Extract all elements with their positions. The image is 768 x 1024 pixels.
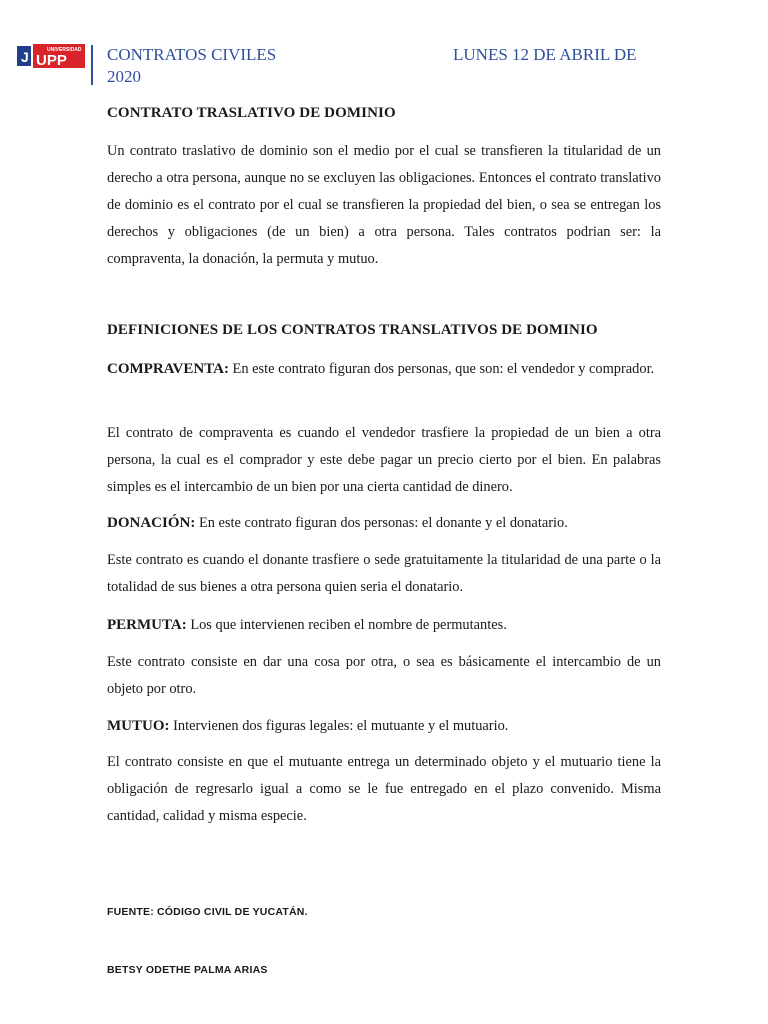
permuta-lead: Los que intervienen reciben el nombre de permutantes. (186, 617, 507, 633)
svg-text:J: J (21, 49, 29, 65)
compraventa-body: El contrato de compraventa es cuando el vendedor trasfiere la propiedad de un bien a otra persona, la cual es el comprador y este debe pagar un precio cierto por el bien. En palabras simples es el intercambio de un bien por una cierta cantidad de dinero. (107, 425, 661, 495)
author-name: BETSY ODETHE PALMA ARIAS (107, 964, 268, 976)
svg-text:UNIVERSIDAD: UNIVERSIDAD (47, 47, 82, 53)
donacion-term: DONACIÓN: (107, 515, 196, 531)
donacion-definition (107, 510, 661, 537)
mutuo-term: MUTUO: (107, 718, 170, 734)
compraventa-definition (107, 356, 661, 383)
permuta-body: Este contrato consiste en dar una cosa por otra, o sea es básicamente el intercambio de un objeto por otro. (107, 654, 661, 697)
header-date: LUNES 12 DE ABRIL DE (453, 45, 637, 64)
compraventa-term: COMPRAVENTA: (107, 361, 229, 377)
university-logo (17, 44, 85, 68)
mutuo-definition (107, 713, 661, 740)
mutuo-lead: Intervienen dos figuras legales: el mutuante y el mutuario. (169, 718, 509, 734)
svg-text:UPP: UPP (36, 52, 67, 68)
permuta-term: PERMUTA: (107, 617, 187, 633)
definitions-heading: DEFINICIONES DE LOS CONTRATOS TRANSLATIVOS DE DOMINIO (107, 322, 598, 338)
mutuo-body: El contrato consiste en que el mutuante entrega un determinado objeto y el mutuario tiene la obligación de regresarlo igual a como se le fue entregado en el plazo convenido. Misma cantidad, calidad y misma especie. (107, 754, 661, 824)
compraventa-lead: En este contrato figuran dos personas, que son: el vendedor y comprador. (228, 361, 655, 377)
header-divider (91, 45, 93, 85)
permuta-definition (107, 612, 661, 639)
header-course-title: CONTRATOS CIVILES (107, 45, 277, 64)
document-title: CONTRATO TRASLATIVO DE DOMINIO (107, 105, 396, 121)
donacion-body: Este contrato es cuando el donante trasfiere o sede gratuitamente la titularidad de una parte o la totalidad de sus bienes a otra persona quien seria el donatario. (107, 552, 661, 595)
intro-paragraph: Un contrato traslativo de dominio son el medio por el cual se transfieren la titularidad de un derecho a otra persona, aunque no se excluyen las obligaciones. Entonces el contrato translativo de dominio es el contrato por el cual se transfieren la propiedad del bien, o sea se entregan los derechos y obligaciones (de un bien) a otra persona. Tales contratos podrian ser: la compraventa, la donación, la permuta y mutuo. (107, 143, 661, 267)
header-date-year: 2020 (107, 67, 141, 86)
source-citation: FUENTE: CÓDIGO CIVIL DE YUCATÁN. (107, 906, 308, 918)
upp-logo-icon (17, 44, 85, 68)
donacion-lead: En este contrato figuran dos personas: el donante y el donatario. (195, 515, 568, 531)
